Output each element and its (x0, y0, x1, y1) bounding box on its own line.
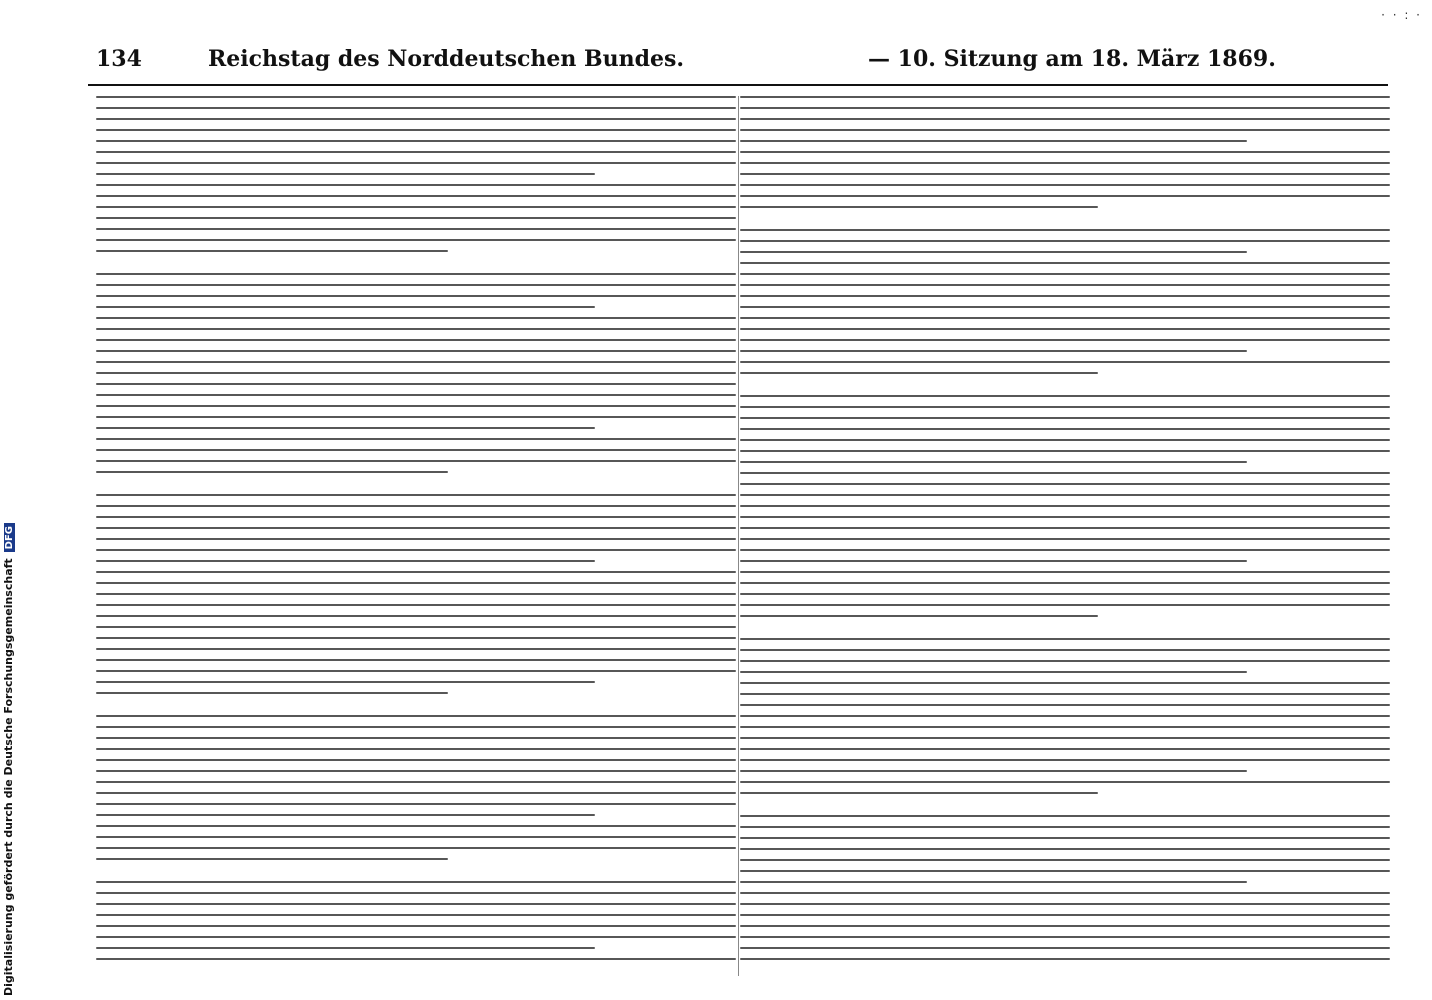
text-line (740, 748, 1390, 750)
text-line (740, 118, 1390, 120)
text-line (96, 129, 736, 131)
text-line (96, 228, 736, 230)
text-line (740, 870, 1390, 872)
text-line (96, 494, 736, 496)
text-line (96, 173, 595, 175)
text-line (740, 383, 1390, 395)
text-line (96, 195, 736, 197)
text-line (740, 240, 1390, 242)
text-line (96, 958, 736, 960)
text-line (740, 273, 1390, 275)
text-line (96, 737, 736, 739)
text-line (96, 217, 736, 219)
text-line (96, 527, 736, 529)
text-line (96, 438, 736, 440)
text-line (96, 692, 448, 694)
text-line (96, 394, 736, 396)
text-line (96, 626, 736, 628)
text-line (96, 681, 595, 683)
text-line (740, 151, 1390, 153)
text-line (740, 958, 1390, 960)
text-line (96, 670, 736, 672)
text-line (96, 648, 736, 650)
text-line (740, 726, 1390, 728)
text-line (740, 936, 1390, 938)
text-line (96, 770, 736, 772)
text-line (96, 571, 736, 573)
text-line (96, 560, 595, 562)
text-line (96, 925, 736, 927)
digitization-note: Digitalisierung gefördert durch die Deutsche Forschungsgemeinschaft (2, 558, 15, 996)
text-line (740, 107, 1390, 109)
text-line (96, 759, 736, 761)
text-line (740, 815, 1390, 817)
text-line (96, 593, 736, 595)
text-line (96, 748, 736, 750)
text-line (740, 837, 1390, 839)
text-line (96, 118, 736, 120)
text-line (96, 715, 736, 717)
page-number: 134 (96, 46, 142, 72)
text-line (740, 184, 1390, 186)
text-line (740, 284, 1390, 286)
text-line (96, 947, 595, 949)
text-line (96, 273, 736, 275)
text-line (96, 869, 736, 881)
text-line (740, 582, 1390, 584)
text-line (96, 726, 736, 728)
left-text-column (96, 96, 736, 966)
text-line (96, 582, 736, 584)
text-line (740, 649, 1390, 651)
text-line (740, 848, 1390, 850)
text-line (740, 262, 1390, 264)
text-line (96, 892, 736, 894)
text-line (740, 615, 1098, 617)
text-line (740, 704, 1390, 706)
text-line (740, 881, 1247, 883)
text-line (96, 637, 736, 639)
text-line (96, 261, 736, 273)
text-line (96, 858, 448, 860)
text-line (740, 560, 1247, 562)
text-line (96, 339, 736, 341)
text-line (740, 792, 1098, 794)
text-line (96, 659, 736, 661)
text-line (96, 383, 736, 385)
text-line (96, 549, 736, 551)
text-line (740, 417, 1390, 419)
text-line (740, 217, 1390, 229)
text-line (740, 527, 1390, 529)
text-line (740, 903, 1390, 905)
text-line (740, 914, 1390, 916)
text-line (740, 129, 1390, 131)
page-header (88, 40, 1388, 86)
text-line (740, 638, 1390, 640)
text-line (96, 140, 736, 142)
text-line (740, 483, 1390, 485)
text-line (740, 737, 1390, 739)
text-line (96, 107, 736, 109)
text-line (96, 792, 736, 794)
text-line (740, 660, 1390, 662)
text-line (740, 173, 1390, 175)
text-line (740, 206, 1098, 208)
text-line (96, 427, 595, 429)
text-line (96, 936, 736, 938)
text-line (740, 671, 1247, 673)
text-line (740, 593, 1390, 595)
text-line (96, 803, 736, 805)
right-text-column (740, 96, 1390, 966)
text-line (96, 847, 736, 849)
text-line (96, 151, 736, 153)
text-line (740, 317, 1390, 319)
text-line (96, 361, 736, 363)
text-line (96, 206, 736, 208)
text-line (740, 826, 1390, 828)
text-line (96, 328, 736, 330)
text-line (740, 372, 1098, 374)
text-line (96, 471, 448, 473)
text-line (740, 350, 1247, 352)
text-line (740, 781, 1390, 783)
text-line (96, 295, 736, 297)
text-line (740, 505, 1390, 507)
text-line (96, 836, 736, 838)
text-line (740, 549, 1390, 551)
text-line (96, 416, 736, 418)
text-line (96, 405, 736, 407)
session-date-title: — 10. Sitzung am 18. März 1869. (868, 46, 1276, 72)
corner-mark: · · : · (1381, 8, 1422, 22)
text-line (740, 229, 1390, 231)
text-line (96, 516, 736, 518)
text-line (740, 626, 1390, 638)
text-line (96, 538, 736, 540)
text-line (740, 395, 1390, 397)
running-title: Reichstag des Norddeutschen Bundes. (208, 46, 685, 72)
text-line (96, 250, 448, 252)
text-line (96, 814, 595, 816)
text-line (96, 703, 736, 715)
text-line (740, 328, 1390, 330)
text-line (740, 251, 1247, 253)
text-line (740, 516, 1390, 518)
text-line (740, 803, 1390, 815)
text-line (96, 449, 736, 451)
text-line (740, 759, 1390, 761)
dfg-logo: DFG (4, 523, 15, 552)
text-line (96, 482, 736, 494)
text-line (96, 781, 736, 783)
text-line (96, 615, 736, 617)
header-rule (88, 84, 1388, 86)
text-line (740, 494, 1390, 496)
digitization-footer (2, 523, 15, 996)
text-line (96, 317, 736, 319)
text-line (740, 306, 1390, 308)
text-line (740, 439, 1390, 441)
text-line (740, 162, 1390, 164)
text-line (740, 428, 1390, 430)
text-line (740, 947, 1390, 949)
text-line (96, 184, 736, 186)
text-line (96, 825, 736, 827)
text-line (96, 372, 736, 374)
text-line (740, 472, 1390, 474)
text-line (740, 892, 1390, 894)
text-line (96, 604, 736, 606)
text-line (740, 140, 1247, 142)
text-line (740, 406, 1390, 408)
text-line (96, 350, 736, 352)
text-line (96, 903, 736, 905)
text-line (740, 715, 1390, 717)
text-line (740, 693, 1390, 695)
text-line (740, 571, 1390, 573)
text-line (96, 96, 736, 98)
text-line (96, 460, 736, 462)
text-line (96, 881, 736, 883)
text-line (96, 914, 736, 916)
text-line (740, 925, 1390, 927)
text-line (740, 96, 1390, 98)
text-line (96, 284, 736, 286)
text-line (96, 505, 736, 507)
text-line (96, 239, 736, 241)
text-line (740, 361, 1390, 363)
text-line (96, 306, 595, 308)
text-line (740, 450, 1390, 452)
text-line (740, 682, 1390, 684)
text-line (740, 195, 1390, 197)
text-line (740, 339, 1390, 341)
text-line (740, 770, 1247, 772)
text-line (740, 461, 1247, 463)
text-line (740, 295, 1390, 297)
text-line (96, 162, 736, 164)
text-line (740, 538, 1390, 540)
text-line (740, 604, 1390, 606)
column-divider (738, 96, 739, 976)
text-line (740, 859, 1390, 861)
